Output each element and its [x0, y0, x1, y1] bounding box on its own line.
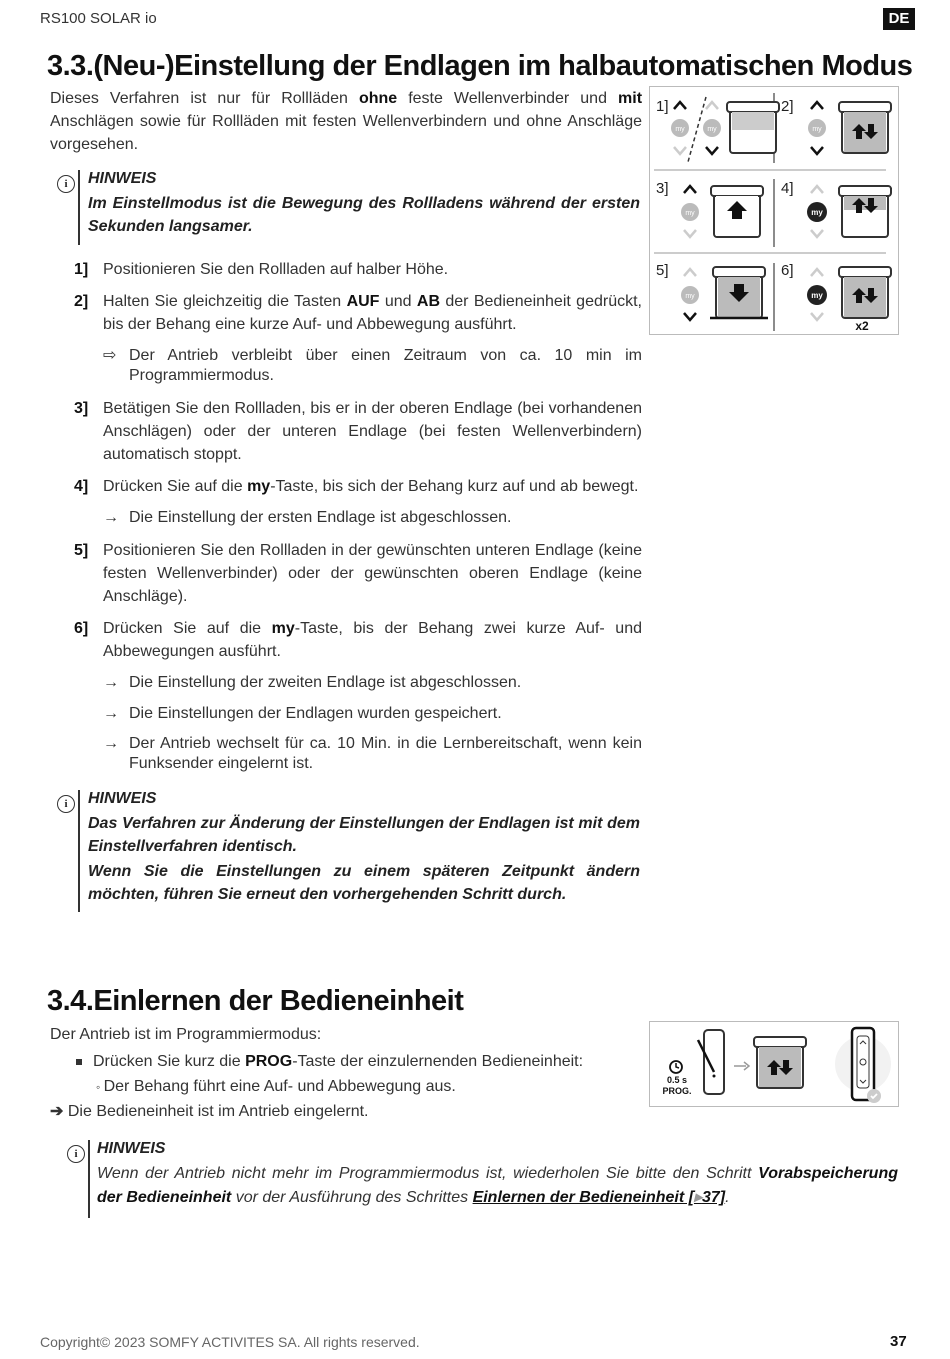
step-6-result-b: → Die Einstellungen der Endlagen wurden gespeichert. [103, 705, 502, 722]
remote-keys-1 [671, 97, 721, 162]
arrow-outline-icon: ⇨ [103, 347, 117, 364]
fig-label-2: 2] [781, 98, 794, 115]
svg-text:my: my [812, 126, 822, 133]
step-4: 4] Drücken Sie auf die my-Taste, bis sich der Behang kurz auf und ab bewegt. [74, 478, 639, 495]
bullet-icon [76, 1059, 82, 1065]
fig-label-4: 4] [781, 180, 794, 197]
pairing-diagram [650, 1022, 898, 1106]
remote-keys-4 [807, 186, 827, 237]
pairing-figure [649, 1021, 899, 1107]
arrow-right-icon: ➔ [50, 1103, 64, 1120]
svg-text:my: my [685, 210, 695, 217]
section2-result: ➔ Die Bedieneinheit ist im Antrieb eingelernt. [50, 1103, 369, 1120]
note-text: Im Einstellmodus ist die Bewegung des Rollladens während der ersten Sekunden langsamer. [88, 195, 640, 235]
page-pointer-icon: ▸ [693, 1189, 702, 1206]
arrow-right-icon: → [103, 735, 119, 752]
fig-label-6: 6] [781, 262, 794, 279]
remote-keys-5 [681, 269, 699, 320]
remote-back-icon [698, 1030, 724, 1094]
svg-text:my: my [811, 208, 823, 217]
product-name: RS100 SOLAR io [40, 10, 157, 27]
shutter-down-icon [710, 267, 768, 318]
step-2: 2] Halten Sie gleichzeitig die Tasten AUF und AB der Bedieneinheit gedrückt, bis der Behang eine kurze Auf- und Abbewegung ausführt. [74, 293, 642, 333]
remote-paired-icon [835, 1028, 891, 1103]
section2-sub: ◦ Der Behang führt eine Auf- und Abbewegung aus. [96, 1078, 456, 1095]
intro-paragraph: Dieses Verfahren ist nur für Rollläden ohne feste Wellenverbinder und mit Anschlägen sowie für Rollläden mit festen Wellenverbindern und ohne Anschläge vorgesehen. [50, 90, 643, 153]
note-text: Wenn der Antrieb nicht mehr im Programmiermodus ist, wiederholen Sie bitte den Schritt Vorabspeicherung der Bedieneinheit vor der Ausführung des Schrittes Einlernen der Bedieneinheit [▸37]. [97, 1165, 898, 1206]
arrow-right-icon [734, 1062, 749, 1070]
remote-keys-3 [681, 186, 699, 237]
section2-bullet: Drücken Sie kurz die PROG-Taste der einzulernenden Bedieneinheit: [76, 1050, 583, 1073]
arrow-right-icon: → [103, 509, 119, 526]
shutter-updown-icon [754, 1037, 806, 1088]
arrow-right-icon: → [103, 674, 119, 691]
step-3: 3] Betätigen Sie den Rollladen, bis er in der oberen Endlage (bei vorhandenen Anschlägen) oder der unteren Endlage (bei festen Wellenverbindern) automatisch stoppt. [74, 400, 642, 463]
section2-intro: Der Antrieb ist im Programmiermodus: [50, 1026, 322, 1043]
procedure-diagram [650, 87, 898, 334]
note-text-2: Wenn Sie die Einstellungen zu einem späteren Zeitpunkt ändern möchten, führen Sie erneut den vorhergehenden Schritt durch. [88, 863, 640, 903]
note-title: HINWEIS [88, 790, 157, 807]
shutter-updown-icon [838, 186, 892, 237]
info-icon: i [57, 175, 75, 193]
circle-bullet-icon: ◦ [96, 1080, 104, 1094]
step-5: 5] Positionieren Sie den Rollladen in der gewünschten unteren Endlage (keine festen Wellenverbinder) oder der gewünschten oberen Endlage (keine Anschläge). [74, 542, 642, 605]
note-box-1 [64, 170, 640, 245]
copyright: Copyright© 2023 SOMFY ACTIVITES SA. All rights reserved. [40, 1334, 420, 1350]
step-1: 1] Positionieren Sie den Rollladen auf halber Höhe. [74, 261, 449, 278]
fig-label-5: 5] [656, 262, 669, 279]
step-4-result: → Die Einstellung der ersten Endlage ist abgeschlossen. [103, 509, 512, 526]
note-text-1: Das Verfahren zur Änderung der Einstellungen der Endlagen ist mit dem Einstellverfahren identisch. [88, 815, 640, 855]
note-title: HINWEIS [88, 170, 157, 187]
note-bar [78, 170, 80, 245]
press-duration: 0.5 s [666, 1075, 688, 1085]
shutter-updown-icon [839, 267, 891, 318]
shutter-up-icon [710, 186, 764, 237]
shutter-updown-icon [839, 102, 891, 153]
procedure-figure [649, 86, 899, 335]
note-title: HINWEIS [97, 1140, 166, 1157]
page-number: 37 [890, 1333, 907, 1350]
note-box-2 [64, 790, 640, 912]
cross-reference-link[interactable]: Einlernen der Bedieneinheit [▸37] [472, 1189, 726, 1206]
step-2-result: ⇨ Der Antrieb verbleibt über einen Zeitraum von ca. 10 min im Programmiermodus. [103, 347, 642, 384]
remote-keys-2 [808, 102, 826, 154]
arrow-right-icon: → [103, 705, 119, 722]
step-6: 6] Drücken Sie auf die my-Taste, bis der Behang zwei kurze Auf- und Abbewegungen ausführt. [74, 620, 642, 660]
svg-text:my: my [675, 126, 685, 133]
repeat-x2-label: x2 [855, 319, 869, 333]
section-title-3-4: 3.4.Einlernen der Bedieneinheit [47, 985, 464, 1017]
svg-text:my: my [811, 291, 823, 300]
step-6-result-a: → Die Einstellung der zweiten Endlage ist abgeschlossen. [103, 674, 522, 691]
language-badge: DE [883, 8, 915, 30]
section-title-3-3: 3.3.(Neu-)Einstellung der Endlagen im halbautomatischen Modus [47, 50, 913, 82]
prog-label: PROG. [662, 1086, 692, 1096]
fig-label-1: 1] [656, 98, 669, 115]
shutter-half-icon [727, 102, 779, 153]
clock-icon [670, 1061, 682, 1073]
info-icon: i [57, 795, 75, 813]
remote-keys-6 [807, 269, 827, 320]
svg-text:my: my [685, 293, 695, 300]
note-bar [88, 1140, 90, 1218]
step-6-result-c: → Der Antrieb wechselt für ca. 10 Min. in die Lernbereitschaft, wenn kein Funksender eingelernt ist. [103, 735, 642, 772]
fig-label-3: 3] [656, 180, 669, 197]
note-bar [78, 790, 80, 912]
info-icon: i [67, 1145, 85, 1163]
note-box-3 [74, 1140, 898, 1218]
svg-text:my: my [707, 126, 717, 133]
